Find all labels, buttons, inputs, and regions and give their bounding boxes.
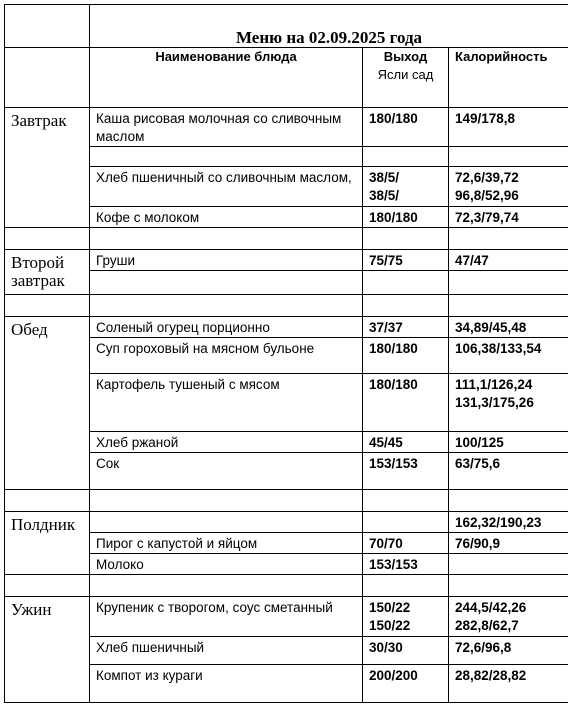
meal-breakfast: Завтрак xyxy=(5,108,90,228)
dish-output: 180/180 xyxy=(363,108,449,147)
dish-calories: 111,1/126,24 131,3/175,26 xyxy=(449,374,568,432)
menu-table xyxy=(4,4,568,703)
dish-name: Пирог с капустой и яйцом xyxy=(90,533,363,554)
dish-name: Каша рисовая молочная со сливочным маслом xyxy=(90,108,363,147)
dish-output: 153/153 xyxy=(363,453,449,490)
table-row xyxy=(5,207,568,228)
table-row xyxy=(5,250,568,271)
table-row xyxy=(5,453,568,490)
table-row xyxy=(5,597,568,637)
table-row xyxy=(5,374,568,432)
dish-output: 150/22 150/22 xyxy=(363,597,449,637)
table-row xyxy=(5,637,568,665)
dish-output: 45/45 xyxy=(363,432,449,453)
dish-name: Крупеник с творогом, соус сметанный xyxy=(90,597,363,637)
meal-dinner: Ужин xyxy=(5,597,90,703)
spacer-row xyxy=(5,575,568,597)
dish-calories: 47/47 xyxy=(449,250,568,271)
dish-name: Суп гороховый на мясном бульоне xyxy=(90,338,363,374)
header-calories: Калорийность xyxy=(449,48,568,108)
dish-calories: 28,82/28,82 xyxy=(449,665,568,703)
dish-name: Сок xyxy=(90,453,363,490)
table-row xyxy=(5,432,568,453)
dish-name: Компот из кураги xyxy=(90,665,363,703)
table-row xyxy=(5,554,568,575)
dish-calories: 72,6/39,72 96,8/52,96 xyxy=(449,167,568,207)
dish-name: Хлеб ржаной xyxy=(90,432,363,453)
dish-output: 38/5/ 38/5/ xyxy=(363,167,449,207)
table-row xyxy=(5,271,568,295)
table-row xyxy=(5,665,568,703)
spacer-row xyxy=(5,490,568,512)
header-dish: Наименование блюда xyxy=(90,48,363,108)
table-row xyxy=(5,317,568,338)
dish-calories: 76/90,9 xyxy=(449,533,568,554)
meal-snack: Полдник xyxy=(5,512,90,575)
table-row xyxy=(5,338,568,374)
table-row xyxy=(5,533,568,554)
dish-output: 180/180 xyxy=(363,338,449,374)
dish-output: 70/70 xyxy=(363,533,449,554)
dish-name: Картофель тушеный с мясом xyxy=(90,374,363,432)
dish-calories: 106,38/133,54 xyxy=(449,338,568,374)
dish-name: Соленый огурец порционно xyxy=(90,317,363,338)
table-row xyxy=(5,108,568,147)
dish-output: 75/75 xyxy=(363,250,449,271)
header-output-sub: Ясли сад xyxy=(377,67,434,82)
dish-output: 180/180 xyxy=(363,374,449,432)
header-row xyxy=(5,48,568,108)
dish-calories: 72,6/96,8 xyxy=(449,637,568,665)
spacer-row xyxy=(5,295,568,317)
dish-output: 37/37 xyxy=(363,317,449,338)
title-row xyxy=(5,5,568,48)
table-row xyxy=(5,147,568,167)
dish-calories: 162,32/190,23 xyxy=(449,512,568,533)
dish-output: 180/180 xyxy=(363,207,449,228)
header-output xyxy=(363,48,449,108)
dish-name: Хлеб пшеничный xyxy=(90,637,363,665)
spacer-row xyxy=(5,228,568,250)
dish-calories: 72,3/79,74 xyxy=(449,207,568,228)
header-output-label: Выход xyxy=(383,49,428,64)
dish-calories: 244,5/42,26 282,8/62,7 xyxy=(449,597,568,637)
dish-output: 153/153 xyxy=(363,554,449,575)
dish-calories: 100/125 xyxy=(449,432,568,453)
dish-output: 200/200 xyxy=(363,665,449,703)
dish-name: Кофе с молоком xyxy=(90,207,363,228)
dish-name: Груши xyxy=(90,250,363,271)
dish-calories: 149/178,8 xyxy=(449,108,568,147)
dish-name: Хлеб пшеничный со сливочным маслом, xyxy=(90,167,363,207)
dish-calories: 63/75,6 xyxy=(449,453,568,490)
meal-second-breakfast: Второй завтрак xyxy=(5,250,90,295)
dish-name: Молоко xyxy=(90,554,363,575)
dish-calories: 34,89/45,48 xyxy=(449,317,568,338)
meal-lunch: Обед xyxy=(5,317,90,490)
page-title: Меню на 02.09.2025 года xyxy=(90,5,568,48)
dish-output: 30/30 xyxy=(363,637,449,665)
table-row xyxy=(5,512,568,533)
table-row xyxy=(5,167,568,207)
